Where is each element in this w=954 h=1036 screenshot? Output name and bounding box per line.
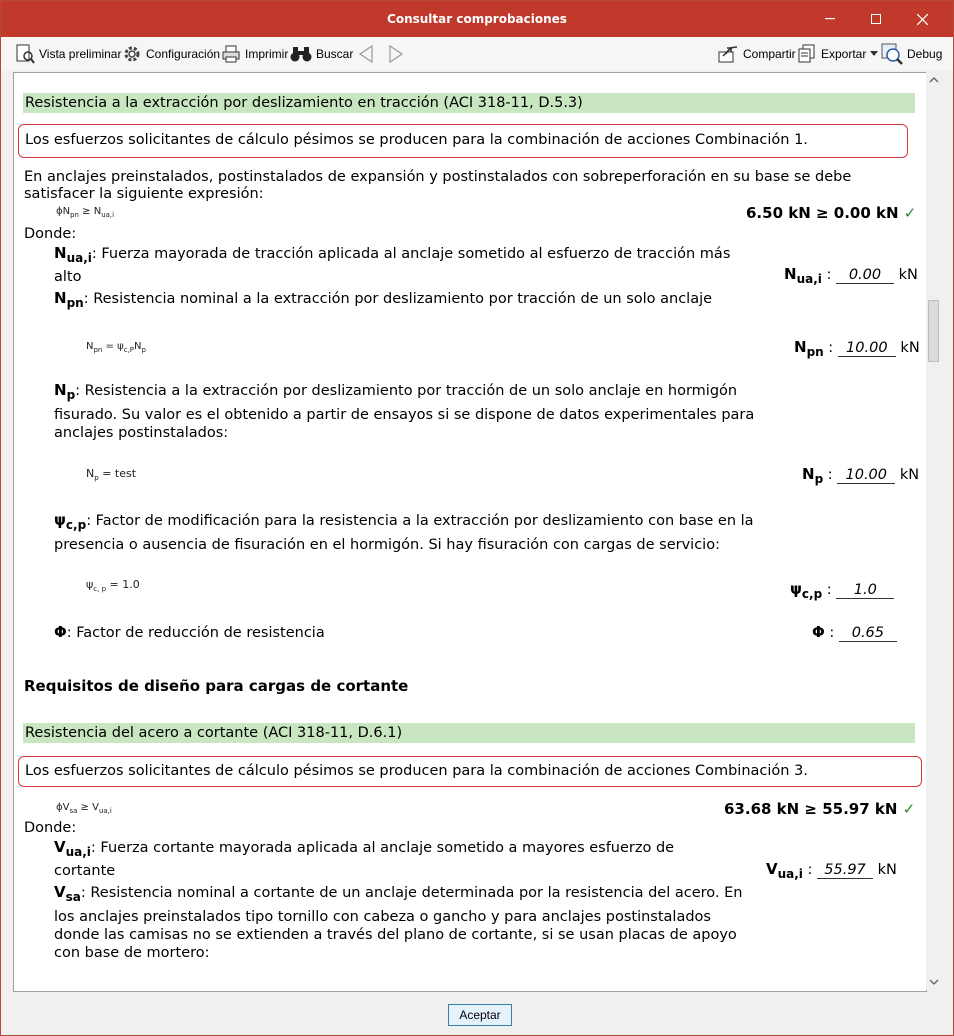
minimize-icon xyxy=(825,18,835,20)
printer-icon xyxy=(221,44,241,64)
intro-line2: satisfacer la siguiente expresión: xyxy=(24,186,264,202)
phi-symbol: Φ xyxy=(54,623,67,641)
search-label: Buscar xyxy=(316,47,354,61)
check-mark-icon: ✓ xyxy=(902,800,916,818)
close-button[interactable] xyxy=(899,1,945,37)
donde-label-2: Donde: xyxy=(24,820,77,836)
share-label: Compartir xyxy=(743,47,796,61)
phi-value: 0.65 xyxy=(839,625,897,642)
vua-desc: : Fuerza cortante mayorada aplicada al anclaje sometido a mayores esfuerzo de xyxy=(90,840,675,856)
dialog-footer xyxy=(1,997,953,1035)
debug-magnifier-icon xyxy=(881,43,903,65)
nua-desc: : Fuerza mayorada de tracción aplicada al anclaje sometido al esfuerzo de tracción más xyxy=(91,246,731,262)
np-formula: $N_p$ = test xyxy=(86,467,137,483)
check-mark-icon: ✓ xyxy=(903,204,917,222)
print-preview-icon xyxy=(15,44,35,64)
gear-icon xyxy=(122,44,142,64)
vua-value: 55.97 xyxy=(817,862,873,879)
export-document-icon xyxy=(797,44,817,64)
preview-button[interactable] xyxy=(15,43,121,65)
npn-desc: : Resistencia nominal a la extracción por deslizamiento por tracción de un solo anclaje xyxy=(83,291,713,307)
section-heading-pullout: Resistencia a la extracción por deslizamiento en tracción (ACI 318-11, D.5.3) xyxy=(23,93,915,113)
check-result xyxy=(746,204,916,222)
vua-desc-line2: cortante xyxy=(54,863,116,879)
combination-notice-2: Los esfuerzos solicitantes de cálculo pésimos se producen para la combinación de acciones Combinación 3. xyxy=(18,756,922,787)
accept-button[interactable]: Aceptar xyxy=(448,1004,512,1026)
npn-value: 10.00 xyxy=(838,340,896,357)
psi-desc: : Factor de modificación para la resistencia a la extracción por deslizamiento con base en la xyxy=(86,513,754,529)
binoculars-icon xyxy=(290,44,312,64)
vsa-desc-line2: los anclajes preinstalados tipo tornillo con cabeza o gancho y para anclajes postinstalados xyxy=(54,909,711,925)
vsa-desc: : Resistencia nominal a cortante de un anclaje determinada por la resistencia del acero. En xyxy=(80,885,743,901)
intro-line1: En anclajes preinstalados, postinstalados de expansión y postinstalados con sobreperforación en su base se debe xyxy=(24,169,852,185)
report-content xyxy=(13,72,927,992)
vsa-desc-line3: donde las camisas no se extienden a través del plano de cortante, si se usan placas de apoyo xyxy=(54,927,737,943)
psi-formula: $\psi_{c, p} = 1.0$ xyxy=(86,578,140,594)
phi-definition xyxy=(54,623,325,641)
npn-definition xyxy=(54,289,712,310)
previous-button[interactable] xyxy=(356,43,376,65)
vua-symbol: $V_{ua,i}$ xyxy=(54,838,91,859)
maximize-button[interactable] xyxy=(853,1,899,37)
nua-unit: kN xyxy=(898,267,918,283)
vertical-scrollbar[interactable] xyxy=(926,72,942,990)
scroll-up-icon[interactable] xyxy=(926,75,942,85)
donde-label: Donde: xyxy=(24,226,77,242)
combination-notice: Los esfuerzos solicitantes de cálculo pésimos se producen para la combinación de acciones Combinación 1. xyxy=(18,124,908,158)
nua-definition xyxy=(54,244,730,265)
debug-button[interactable] xyxy=(881,43,942,65)
vua-definition xyxy=(54,838,674,859)
npn-symbol: $N_{pn}$ xyxy=(54,289,84,310)
nua-value-row: $N_{ua,i}$ : 0.00 kN xyxy=(784,265,918,286)
check-result-2 xyxy=(724,800,915,818)
title-bar xyxy=(1,1,953,37)
vua-value-row: $V_{ua,i}$ : 55.97 kN xyxy=(766,860,897,881)
print-label: Imprimir xyxy=(245,47,289,61)
np-symbol: $N_p$ xyxy=(54,381,76,402)
np-definition xyxy=(54,381,737,402)
export-button[interactable] xyxy=(797,43,878,65)
config-button[interactable] xyxy=(122,43,220,65)
arrow-left-icon xyxy=(356,44,376,64)
np-value: 10.00 xyxy=(837,467,895,484)
check-formula: $\phi N_{pn} \ge N_{ua,i}$ xyxy=(56,206,115,219)
minimize-button[interactable] xyxy=(807,1,853,37)
np-value-row: $N_p$ : 10.00 kN xyxy=(802,465,920,486)
np-desc-line2: fisurado. Su valor es el obtenido a partir de ensayos si se dispone de datos experimentales para xyxy=(54,407,755,423)
chevron-down-icon xyxy=(870,51,878,57)
search-button[interactable] xyxy=(290,43,353,65)
np-desc: : Resistencia a la extracción por deslizamiento por tracción de un solo anclaje en hormigón xyxy=(75,383,738,399)
check-result-2-text: 63.68 kN ≥ 55.97 kN xyxy=(724,800,898,818)
psi-value: 1.0 xyxy=(836,582,894,599)
npn-value-row: $N_{pn}$ : 10.00 kN xyxy=(794,338,920,359)
scrollbar-thumb[interactable] xyxy=(928,300,939,362)
shear-requirements-heading: Requisitos de diseño para cargas de cortante xyxy=(24,677,409,695)
psi-definition xyxy=(54,511,754,532)
nua-desc-line2: alto xyxy=(54,269,82,285)
npn-formula: $N_{pn} = \psi_{c,P}N_p$ xyxy=(86,341,146,354)
vsa-definition xyxy=(54,883,742,904)
phi-value-row: Φ : 0.65 xyxy=(812,623,897,642)
scroll-down-icon[interactable] xyxy=(926,977,942,987)
np-desc-line3: anclajes postinstalados: xyxy=(54,425,229,441)
toolbar xyxy=(1,37,953,71)
maximize-icon xyxy=(871,14,881,24)
export-label: Exportar xyxy=(821,47,867,61)
next-button[interactable] xyxy=(386,43,406,65)
check-result-text: 6.50 kN ≥ 0.00 kN xyxy=(746,204,899,222)
nua-value: 0.00 xyxy=(836,267,894,284)
preview-label: Vista preliminar xyxy=(39,47,122,61)
window-title: Consultar comprobaciones xyxy=(387,12,567,26)
nua-symbol: $N_{ua,i}$ xyxy=(54,244,92,265)
config-label: Configuración xyxy=(146,47,221,61)
psi-value-row: $\psi_{c,p}$ : 1.0 xyxy=(790,580,894,601)
section-heading-steel-shear: Resistencia del acero a cortante (ACI 318-11, D.6.1) xyxy=(23,723,915,743)
check-formula-2: $\phi V_{sa} \ge V_{ua,i}$ xyxy=(56,802,112,815)
vsa-desc-line4: con base de mortero: xyxy=(54,945,210,961)
psi-symbol: $\psi_{c,p}$ xyxy=(54,511,87,532)
arrow-right-icon xyxy=(386,44,406,64)
phi-desc: : Factor de reducción de resistencia xyxy=(66,625,325,641)
share-button[interactable] xyxy=(717,43,796,65)
share-icon xyxy=(717,44,739,64)
print-button[interactable] xyxy=(221,43,288,65)
psi-desc-line2: presencia o ausencia de fisuración en el hormigón. Si hay fisuración con cargas de servicio: xyxy=(54,537,720,553)
debug-label: Debug xyxy=(907,47,943,61)
close-icon xyxy=(917,14,928,25)
vsa-symbol: $V_{sa}$ xyxy=(54,883,81,904)
